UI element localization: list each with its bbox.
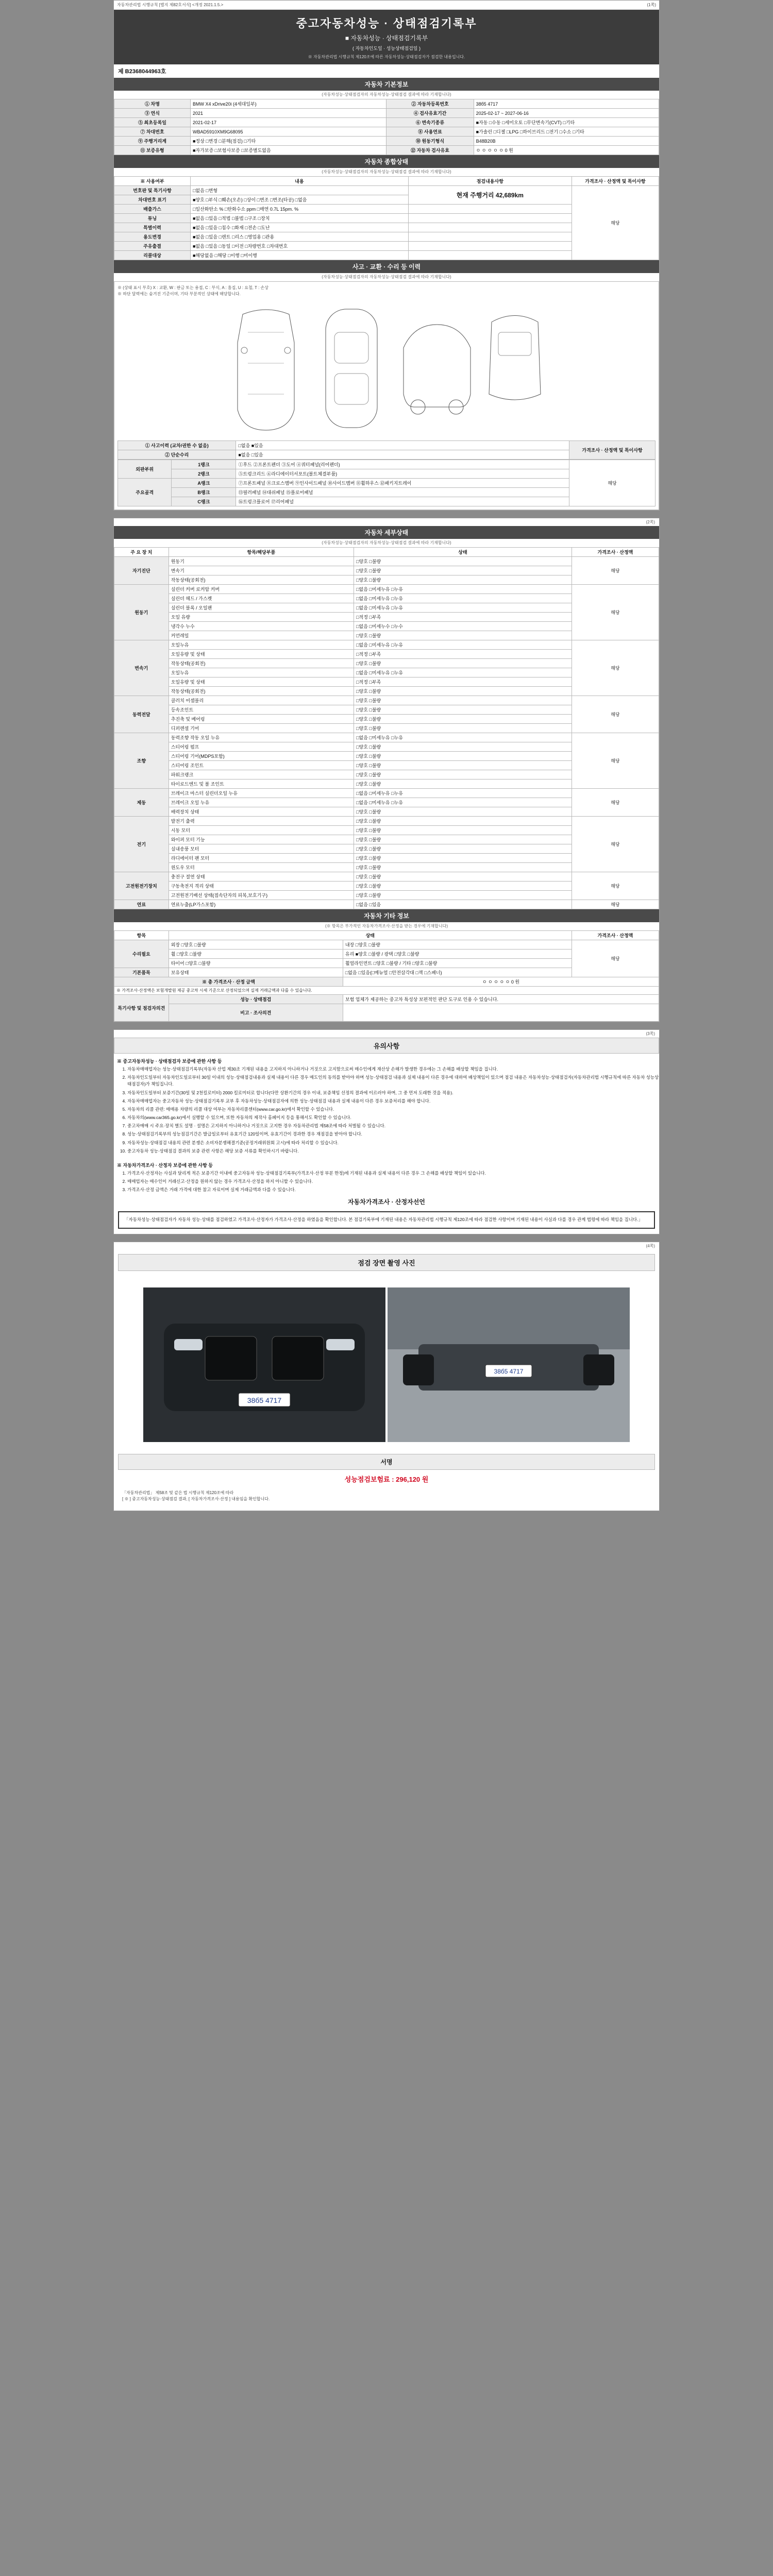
etc-state-1b: 유리 ■양호 □불량 / 광택 □양호 □불량 xyxy=(343,950,572,959)
etc-price: 해당 xyxy=(572,940,659,977)
detail-item-3-2: 추진축 및 베어링 xyxy=(169,715,354,724)
detail-state-2-2: □양호 □불량 xyxy=(354,659,572,668)
section-etc-note: (※ 항목은 부가적인 자동차가격조사·산정을 받는 경우에 기재합니다) xyxy=(325,924,448,928)
basic-value-6: ■자동 □수동 □세미오토 □무단변속기(CVT) □기타 xyxy=(474,118,659,127)
section-detail-title: 자동차 세부상태 xyxy=(114,526,659,539)
detail-item-4-0: 동력조향 작동 오일 누유 xyxy=(169,733,354,742)
detail-item-6-5: 윈도우 모터 xyxy=(169,863,354,872)
basic-value-11: ■자가보증 □보험사보증 □보증별도없음 xyxy=(190,146,386,155)
special-note-value: 보험 업체가 제공하는 중고차 특성상 보편적인 판단 도구로 인용 수 있습니다. xyxy=(343,995,659,1004)
parts-group-1: 주요골격 xyxy=(118,479,172,506)
detail-item-7-0: 충전구 절연 상태 xyxy=(169,872,354,882)
detail-group-4: 조향 xyxy=(114,733,169,789)
table-header-row xyxy=(114,177,659,186)
document-subtitle: ■ 자동차성능 · 상태점검기록부 xyxy=(345,35,428,42)
front-plate-text: 38б5 4717 xyxy=(247,1396,282,1404)
special-note-label: 특기사항 및 점검자의견 xyxy=(114,995,169,1022)
detail-col-4: 가격조사 · 산정액 xyxy=(572,548,659,557)
detail-state-4-0: □없음 □미세누유 □누유 xyxy=(354,733,572,742)
detail-price-7: 해당 xyxy=(572,872,659,900)
detail-group-8: 연료 xyxy=(114,900,169,909)
notice-sub-2: ※ 자동차가격조사 · 산정자 보증에 관한 사항 등 xyxy=(117,1162,213,1168)
document-legal-note: ※ 자동차관리법 시행규칙 제120조에 따른 자동차성능·상태점검자가 점검한 내용입니다. xyxy=(308,55,465,59)
overall-blank-5 xyxy=(408,232,572,242)
table-row xyxy=(114,99,659,109)
detail-item-2-5: 작동상태(공회전) xyxy=(169,687,354,696)
detail-item-0-2: 작동상태(공회전) xyxy=(169,575,354,585)
basic-value-10: B48B20B xyxy=(474,137,659,146)
detail-state-2-0: □없음 □미세누유 □누유 xyxy=(354,640,572,650)
document-subtitle-2: ( 자동차인도일 · 성능상태점검일 ) xyxy=(352,46,421,51)
detail-state-1-0: □없음 □미세누유 □누유 xyxy=(354,585,572,594)
parts-group-0: 외판부위 xyxy=(118,460,172,479)
detail-item-4-2: 스티어링 기어(MDPS포함) xyxy=(169,752,354,761)
table-row xyxy=(114,1004,659,1022)
detail-item-4-5: 타이로드엔드 및 볼 조인트 xyxy=(169,779,354,789)
basic-label-5: ⑤ 최초등록일 xyxy=(114,118,191,127)
basic-label-7: ⑦ 차대번호 xyxy=(114,127,191,137)
footer-line-2: [ ※ ] 중고자동차성능·상태점검 결과, [ 자동차가격조사·산정 ] 내용임을 확인합니다. xyxy=(122,1497,270,1501)
declaration-title: 자동차가격조사 · 산정자선언 xyxy=(348,1198,425,1206)
detail-item-7-2: 고전원전기배선 상태(접속단자의 피복,보호기구) xyxy=(169,891,354,900)
detail-state-5-0: □없음 □미세누유 □누유 xyxy=(354,789,572,798)
table-row xyxy=(114,127,659,137)
notice-section xyxy=(114,1038,659,1229)
detail-item-1-5: 커먼레일 xyxy=(169,631,354,640)
page-1 xyxy=(113,0,660,511)
detail-group-2: 변속기 xyxy=(114,640,169,696)
detail-state-2-1: □적정 □부족 xyxy=(354,650,572,659)
overall-col-3: 점검내용사항 xyxy=(408,177,572,186)
detail-col-3: 상태 xyxy=(354,548,572,557)
detail-item-6-2: 와이퍼 모터 기능 xyxy=(169,835,354,844)
table-row xyxy=(114,987,659,995)
basic-value-4: 2025-02-17 ~ 2027-06-16 xyxy=(474,109,659,118)
detail-item-2-3: 오일누유 xyxy=(169,668,354,677)
page4-number: (4쪽) xyxy=(646,1244,655,1248)
detail-group-5: 제동 xyxy=(114,789,169,817)
detail-item-0-1: 변속기 xyxy=(169,566,354,575)
section-accident-note: (자동차성능·상태점검자의 자동차성능·상태점검 결과에 따라 기재합니다) xyxy=(322,275,451,279)
total-price-value: ㅇ ㅇ ㅇ ㅇ ㅇ 0 원 xyxy=(343,977,659,987)
page1-number: (1쪽) xyxy=(647,3,656,7)
etc-col-1: 항목 xyxy=(114,931,169,940)
document-title: 중고자동차성능 · 상태점검기록부 xyxy=(296,17,477,30)
parts-text-0: ①후드 ②프론트펜더 ③도어 ④쿼터패널(리어펜더) xyxy=(236,460,569,469)
notice-1-item: 1. 자동차매매업자는 성능·상태점검기록부(자동차 산업 제30조 기재된 내용을 고지하지 아니하거나 거짓으로 고지함으로써 매수인에게 재산상 손해가 발생한 경우에는 그 손해를 배상할 책임을 집니다. xyxy=(127,1066,659,1073)
etc-col-2: 상태 xyxy=(169,931,572,940)
basic-value-7: WBAD5910XM9G68095 xyxy=(190,127,386,137)
document-title-block xyxy=(114,10,659,64)
table-header-row xyxy=(114,548,659,557)
overall-item-7: 리콜대상 xyxy=(114,251,191,260)
detail-group-0: 자기진단 xyxy=(114,557,169,585)
basic-label-4: ④ 검사유효기간 xyxy=(386,109,474,118)
detail-item-1-2: 실린더 블록 / 오일팬 xyxy=(169,603,354,613)
basic-label-3: ③ 연식 xyxy=(114,109,191,118)
etc-state-2a: 타이어 □양호 □불량 xyxy=(169,959,343,968)
table-row xyxy=(114,696,659,705)
detail-state-6-1: □양호 □불량 xyxy=(354,826,572,835)
total-price-note: ※ 가격조사·산정액은 보험개발원 제공 중고차 시세 기준으로 산정되었으며 실제 거래금액과 다를 수 있습니다. xyxy=(114,987,659,995)
notice-1-item: 10. 중고자동차 성능·상태점검 결과의 보증 관련 사항은 해당 보증 서류를 확인하시기 바랍니다. xyxy=(127,1148,659,1155)
etc-table xyxy=(114,930,659,1022)
detail-price-4: 해당 xyxy=(572,733,659,789)
fee-label: 성능점검보험료 : xyxy=(344,1476,394,1483)
section-overall-note: (자동차성능·상태점검자의 자동차성능·상태점검 결과에 따라 기재합니다) xyxy=(322,170,451,174)
parts-rank-0: 1랭크 xyxy=(172,460,236,469)
basic-value-3: 2021 xyxy=(190,109,386,118)
detail-price-2: 해당 xyxy=(572,640,659,696)
overall-state-7: ■해당없음 □해당 □이행 □미이행 xyxy=(190,251,408,260)
detail-item-5-2: 배력장치 상태 xyxy=(169,807,354,817)
detail-price-3: 해당 xyxy=(572,696,659,733)
page-3 xyxy=(113,1029,660,1234)
detail-item-7-1: 구동축전지 격리 상태 xyxy=(169,882,354,891)
overall-item-0: 번호판 및 특기사항 xyxy=(114,186,191,195)
etc-item-3: 기본품목 xyxy=(114,968,169,977)
declaration-box: 「자동차성능·상태점검자가 자동차 성능·상태를 점검하였고 가격조사·산정자가 가격조사·산정을 하였음을 확인합니다. 본 점검기록부에 기재된 내용은 자동차관리법 시행규칙 제120조에 따라 점검한 사항이며 기재된 내용이 사실과 다를 경우 관계 법령에 따라 책임을 집니다.」 xyxy=(118,1211,655,1229)
photos-title: 점검 장면 촬영 사진 xyxy=(118,1254,655,1271)
detail-state-7-2: □양호 □불량 xyxy=(354,891,572,900)
etc-item-0: 수리필요 xyxy=(114,940,169,968)
car-diagram-group xyxy=(117,297,656,437)
table-row xyxy=(114,817,659,826)
detail-col-1: 주 요 장 치 xyxy=(114,548,169,557)
accident-diagram-box xyxy=(114,281,659,510)
parts-text-3: ⑬필러패널 ⑭대쉬패널 ⑮플로어패널 xyxy=(236,488,569,497)
detail-item-6-3: 실내송풍 모터 xyxy=(169,844,354,854)
detail-item-5-0: 브레이크 마스터 실린더오일 누유 xyxy=(169,789,354,798)
accident-price-label: 가격조사 · 산정액 및 특이사항 xyxy=(569,441,656,460)
total-price-label: ※ 총 가격조사 · 산정 금액 xyxy=(114,977,343,987)
car-side-left-diagram xyxy=(227,301,305,435)
table-row xyxy=(114,733,659,742)
detail-item-0-0: 원동기 xyxy=(169,557,354,566)
detail-item-5-1: 브레이크 오일 누유 xyxy=(169,798,354,807)
overall-state-6: ■없음 □있음 □동일 □이전 □차량번호 □차대번호 xyxy=(190,242,408,251)
notice-list-2 xyxy=(114,1170,659,1194)
detail-state-1-4: □없음 □미세누수 □누수 xyxy=(354,622,572,631)
footer-note xyxy=(118,1488,655,1506)
form-legal-ref: 자동차관리법 시행규칙 [별지 제82호서식] <개정 2021.1.5.> xyxy=(117,3,224,7)
section-overall-title: 자동차 종합상태 xyxy=(114,155,659,168)
basic-label-10: ⑩ 원동기형식 xyxy=(386,137,474,146)
notice-1-item: 7. 중고차매매 시 주요·장치 별도 설명 · 설명은 고지하지 아니하거나 거짓으로 고지한 경우 자동차관리법 제58조에 따라 처벌될 수 있습니다. xyxy=(127,1123,659,1129)
detail-state-4-2: □양호 □불량 xyxy=(354,752,572,761)
simple-repair-label: ② 단순수리 xyxy=(118,450,236,460)
notice-sub-1: ※ 중고자동차성능 · 상태점검자 보증에 관한 사항 등 xyxy=(117,1059,222,1064)
detail-state-3-0: □양호 □불량 xyxy=(354,696,572,705)
notice-1-item: 8. 성능·상태점검기록부의 성능점검기간은 발급일로부터 유효기간 120일이며, 유효기간이 경과한 경우 재점검을 받아야 합니다. xyxy=(127,1131,659,1138)
etc-state-3b: □없음 □있음(□매뉴얼 □안전삼각대 □잭 □스패너) xyxy=(343,968,572,977)
detail-state-1-5: □양호 □불량 xyxy=(354,631,572,640)
detail-state-2-3: □없음 □미세누유 □누유 xyxy=(354,668,572,677)
overall-item-5: 용도변경 xyxy=(114,232,191,242)
detail-group-1: 원동기 xyxy=(114,585,169,640)
page-2 xyxy=(113,518,660,1022)
parts-text-4: ⑯트렁크플로어 ⑰리어패널 xyxy=(236,497,569,506)
detail-item-2-1: 오일유량 및 상태 xyxy=(169,650,354,659)
table-row xyxy=(114,109,659,118)
parts-text-2: ⑦프론트패널 ⑧크로스멤버 ⑨인사이드패널 ⑩사이드멤버 ⑪휠하우스 ⑫패키지트레이 xyxy=(236,479,569,488)
basic-label-1: ① 차명 xyxy=(114,99,191,109)
detail-state-7-0: □양호 □불량 xyxy=(354,872,572,882)
detail-state-3-3: □양호 □불량 xyxy=(354,724,572,733)
parts-rank-4: C랭크 xyxy=(172,497,236,506)
detail-item-4-1: 스티어링 펌프 xyxy=(169,742,354,752)
detail-state-6-4: □양호 □불량 xyxy=(354,854,572,863)
overall-state-5: ■없음 □있음 □렌트 □리스 □영업용 □관용 xyxy=(190,232,408,242)
accident-history-value: □없음 ■있음 xyxy=(236,441,569,450)
notice-2-item: 2. 매매업자는 매수인이 거래신고·산정을 원하지 않는 경우 가격조사·산정을 하지 아니할 수 있습니다. xyxy=(127,1178,659,1185)
notice-1-item: 4. 자동차매매업자는 중고자동차 성능·상태점검기록부 교부 후 자동차성능·상태점검자에 의한 성능·상태점검 내용과 실제 내용이 다른 경우 보증처리를 해야 합니다. xyxy=(127,1098,659,1105)
detail-state-5-2: □양호 □불량 xyxy=(354,807,572,817)
table-row xyxy=(114,977,659,987)
table-row xyxy=(118,460,656,469)
overall-item-2: 배출가스 xyxy=(114,205,191,214)
basic-label-11: ⑪ 보증유형 xyxy=(114,146,191,155)
detail-item-8-0: 연료누출(LP가스포함) xyxy=(169,900,354,909)
detail-item-6-0: 발전기 출력 xyxy=(169,817,354,826)
basic-label-8: ⑧ 사용연료 xyxy=(386,127,474,137)
detail-state-0-0: □양호 □불량 xyxy=(354,557,572,566)
detail-price-8: 해당 xyxy=(572,900,659,909)
overall-col-4: 가격조사 · 산정액 및 특이사항 xyxy=(572,177,659,186)
basic-label-12: ⑫ 자동차 검사유효 xyxy=(386,146,474,155)
notice-1-item: 2. 자동차인도일부터 자동차인도일로부터 30일 이내의 성능·상태점검내용과 실제 내용이 다른 경우 매도인의 동의를 받아야 하며 성능·상태점검 내용과 실제 내용이 다른 경우에 대하여 배상책임이 있으며 점검 내용은 자동차성능·상태점검자(자동차관리법 시행규칙에 따른 자동차 성능상태점검자)가 책임집니다. xyxy=(127,1074,659,1088)
overall-state-1: ■양호 □부식 □훼손(오손) □상이 □변조 □변조(타공) □없음 xyxy=(190,195,408,205)
table-header-row xyxy=(114,931,659,940)
detail-item-2-2: 작동상태(공회전) xyxy=(169,659,354,668)
car-side-right-diagram xyxy=(398,301,476,435)
inspection-fee xyxy=(118,1470,655,1488)
parts-rank-1: 2랭크 xyxy=(172,469,236,479)
detail-item-1-4: 냉각수 누수 xyxy=(169,622,354,631)
section-basic-title: 자동차 기본정보 xyxy=(114,78,659,91)
accident-history-table xyxy=(117,440,656,460)
detail-state-4-4: □양호 □불량 xyxy=(354,770,572,779)
etc-state-0a: 외장 □양호 □불량 xyxy=(169,940,343,950)
detail-item-1-0: 실린더 커버 로커암 커버 xyxy=(169,585,354,594)
table-row xyxy=(114,640,659,650)
table-row xyxy=(114,186,659,195)
table-row xyxy=(114,940,659,950)
detail-state-6-2: □양호 □불량 xyxy=(354,835,572,844)
overall-blank-3 xyxy=(408,214,572,223)
basic-label-2: ② 자동차등록번호 xyxy=(386,99,474,109)
detail-state-6-0: □양호 □불량 xyxy=(354,817,572,826)
car-top-diagram xyxy=(313,301,390,435)
overall-state-0: □없음 □변형 xyxy=(190,186,408,195)
detail-price-6: 해당 xyxy=(572,817,659,872)
notice-1-item: 3. 자동차인도일부터 보증기간(30일 및 2천킬로미터) 2000 킬로미터로 합니다(다만 상환기간의 경우 이내, 보증책임 선정의 결과에 이르러야 하며, 그 중 먼저 도래한 것을 적용). xyxy=(127,1090,659,1096)
detail-state-1-1: □없음 □미세누유 □누유 xyxy=(354,594,572,603)
detail-state-1-3: □적정 □부족 xyxy=(354,613,572,622)
simple-repair-value: ■없음 □있음 xyxy=(236,450,569,460)
section-detail-note: (자동차성능·상태점검자의 자동차성능·상태점검 결과에 따라 기재합니다) xyxy=(322,540,451,545)
overall-state-3: ■없음 □있음 □적법 □불법 □구조 □장치 xyxy=(190,214,408,223)
detail-item-6-1: 시동 모터 xyxy=(169,826,354,835)
notice-1-item: 9. 자동차성능·상태점검 내용의 관련 분쟁은 소비자분쟁해결기준(공정거래위원회 고시)에 따라 처리할 수 있습니다. xyxy=(127,1140,659,1146)
special-note-blank-value xyxy=(343,1004,659,1022)
detail-group-6: 전기 xyxy=(114,817,169,872)
notice-2-item: 3. 가격조사·산정 금액은 거래 가격에 대한 참고 자료이며 실제 거래금액과 다를 수 있습니다. xyxy=(127,1187,659,1193)
detail-state-0-2: □양호 □불량 xyxy=(354,575,572,585)
table-row xyxy=(118,441,656,450)
detail-item-2-0: 오일누유 xyxy=(169,640,354,650)
detail-state-7-1: □양호 □불량 xyxy=(354,882,572,891)
document-number: 제 B2368044963호 xyxy=(118,69,166,75)
vehicle-underbody-photo xyxy=(388,1287,630,1442)
overall-blank-7 xyxy=(408,251,572,260)
detail-state-5-1: □없음 □미세누유 □누유 xyxy=(354,798,572,807)
section-etc-title: 자동차 기타 정보 xyxy=(114,909,659,922)
rear-plate-text: 38б5 4717 xyxy=(494,1368,523,1375)
detail-price-5: 해당 xyxy=(572,789,659,817)
overall-blank-4 xyxy=(408,223,572,232)
notice-2-item: 1. 가격조사·산정자는 사실과 달리게 적은 보증기간 이내에 중고자동차 성능·상태점검기록부(가격조사·산정 부분 한정)에 기재된 내용과 실제 내용이 다른 경우 그 손해를 배상할 책임이 있습니다. xyxy=(127,1170,659,1177)
car-rear-diagram xyxy=(484,301,546,435)
parts-text-1: ⑤트렁크리드 ⑥라디에이터서포트(볼트체결부품) xyxy=(236,469,569,479)
accident-parts-table xyxy=(117,460,656,506)
overall-item-1: 차대번호 표기 xyxy=(114,195,191,205)
section-accident-title: 사고 · 교환 · 수리 등 이력 xyxy=(114,260,659,273)
etc-state-3a: 보유상태 xyxy=(169,968,343,977)
detail-state-table xyxy=(114,547,659,909)
page3-number: (3쪽) xyxy=(646,1031,655,1036)
basic-value-5: 2021-02-17 xyxy=(190,118,386,127)
accident-legend-1: ※ (상태 표시 부호) X : 교환, W : 판금 또는 용접, C : 부식, A : 흠집, U : 요철, T : 손상 xyxy=(117,285,268,290)
vehicle-front-photo xyxy=(143,1287,385,1442)
table-row xyxy=(114,557,659,566)
detail-state-8-0: □없음 □있음 xyxy=(354,900,572,909)
footer-line-1: 「자동차관리법」 제58조 및 같은 법 시행규칙 제120조에 따라 xyxy=(122,1490,234,1495)
detail-item-1-1: 실린더 헤드 / 가스켓 xyxy=(169,594,354,603)
detail-table-body xyxy=(114,557,659,909)
parts-rank-3: B랭크 xyxy=(172,488,236,497)
detail-state-2-4: □적정 □부족 xyxy=(354,677,572,687)
table-row xyxy=(114,900,659,909)
overall-item-3: 튜닝 xyxy=(114,214,191,223)
etc-state-1a: 휠 □양호 □불량 xyxy=(169,950,343,959)
basic-label-6: ⑥ 변속기종류 xyxy=(386,118,474,127)
section-basic-note: (자동차성능·상태점검자의 자동차성능·상태점검 결과에 따라 기재합니다) xyxy=(322,92,451,97)
overall-state-table xyxy=(114,176,659,260)
page2-number: (2쪽) xyxy=(646,520,655,524)
basic-value-1: BMW X4 xDrive20i (4세대일부) xyxy=(190,99,386,109)
photos-container xyxy=(118,1276,655,1449)
overall-col-1: ※ 사용여부 xyxy=(114,177,191,186)
table-row xyxy=(114,789,659,798)
detail-group-7: 고전원전기장치 xyxy=(114,872,169,900)
page-4 xyxy=(113,1242,660,1511)
detail-state-6-3: □양호 □불량 xyxy=(354,844,572,854)
notice-1-item: 6. 자동차의(www.car365.go.kr)에서 실행할 수 있으며, 또한 자동차의 제작사 홈페이지 등을 통해서도 확인할 수 있습니다. xyxy=(127,1114,659,1121)
detail-state-0-1: □양호 □불량 xyxy=(354,566,572,575)
overall-item-4: 특별이력 xyxy=(114,223,191,232)
etc-state-2b: 휠얼라인먼트 □양호 □불량 / 기타 □양호 □불량 xyxy=(343,959,572,968)
basic-label-9: ⑨ 주행거리계 xyxy=(114,137,191,146)
detail-state-3-2: □양호 □불량 xyxy=(354,715,572,724)
etc-col-3: 가격조사 · 산정액 xyxy=(572,931,659,940)
notice-1-item: 5. 자동차의 리콜 관련: 매매용 차량의 리콜 대상 여부는 자동차리콜센터(www.car.go.kr)에서 확인할 수 있습니다. xyxy=(127,1106,659,1113)
basic-info-table xyxy=(114,99,659,155)
parts-rank-2: A랭크 xyxy=(172,479,236,488)
overall-item-6: 주유출결 xyxy=(114,242,191,251)
detail-state-3-1: □양호 □불량 xyxy=(354,705,572,715)
notice-title: 유의사항 xyxy=(114,1038,659,1054)
detail-item-4-3: 스티어링 조인트 xyxy=(169,761,354,770)
special-note-blank-label: 비고 · 조사의견 xyxy=(169,1004,343,1022)
accident-legend-2: ※ 하단 달력에는 숨겨진 기준이며, 기타 부분적인 상태에 해당합니다. xyxy=(117,292,241,296)
table-row xyxy=(114,118,659,127)
page1-header xyxy=(114,1,659,10)
accident-history-label: ① 사고이력 (교차/권한 수 없음) xyxy=(118,441,236,450)
detail-state-1-2: □없음 □미세누유 □누유 xyxy=(354,603,572,613)
detail-item-4-4: 파워크랭크 xyxy=(169,770,354,779)
detail-state-4-3: □양호 □불량 xyxy=(354,761,572,770)
basic-value-12: ㅇ ㅇ ㅇ ㅇ ㅇ 0 원 xyxy=(474,146,659,155)
basic-value-9: ■정상 □변경 □분해(점검) □기타 xyxy=(190,137,386,146)
detail-col-2: 항목/해당부품 xyxy=(169,548,354,557)
detail-item-3-3: 디퍼렌셜 기어 xyxy=(169,724,354,733)
etc-state-0b: 내장 □양호 □불량 xyxy=(343,940,572,950)
detail-price-1: 해당 xyxy=(572,585,659,640)
overall-blank-2 xyxy=(408,205,572,214)
detail-group-3: 동력전달 xyxy=(114,696,169,733)
accident-price-value: 해당 xyxy=(569,460,656,506)
detail-state-2-5: □양호 □불량 xyxy=(354,687,572,696)
detail-item-1-3: 오일 유량 xyxy=(169,613,354,622)
detail-state-4-1: □양호 □불량 xyxy=(354,742,572,752)
fee-value: 296,120 원 xyxy=(396,1476,429,1483)
notice-list-1 xyxy=(114,1066,659,1155)
table-row xyxy=(114,872,659,882)
detail-item-2-4: 오일유량 및 상태 xyxy=(169,677,354,687)
detail-item-3-0: 클러치 어셈블리 xyxy=(169,696,354,705)
detail-state-4-5: □양호 □불량 xyxy=(354,779,572,789)
table-row xyxy=(114,995,659,1004)
overall-price-note: 해당 xyxy=(572,186,659,260)
basic-value-2: 38б5 4717 xyxy=(474,99,659,109)
table-row xyxy=(114,137,659,146)
signature-label: 서명 xyxy=(118,1454,655,1470)
overall-col-2: 내용 xyxy=(190,177,408,186)
odometer-value: 현재 주행거리 42,689km xyxy=(408,186,572,205)
detail-price-0: 해당 xyxy=(572,557,659,585)
overall-blank-6 xyxy=(408,242,572,251)
overall-state-2: □일산화탄소 % □탄화수소 ppm □매연 0.7L 15pm. % xyxy=(190,205,408,214)
detail-state-6-5: □양호 □불량 xyxy=(354,863,572,872)
detail-item-6-4: 라디에이터 팬 모터 xyxy=(169,854,354,863)
special-note-head: 성능 · 상태점검 xyxy=(169,995,343,1004)
basic-value-8: ■가솔린 □디젤 □LPG □하이브리드 □전기 □수소 □기타 xyxy=(474,127,659,137)
detail-item-3-1: 등속조인트 xyxy=(169,705,354,715)
overall-state-4: ■없음 □있음 □침수 □화재 □전손 □도난 xyxy=(190,223,408,232)
table-row xyxy=(114,585,659,594)
table-row xyxy=(114,146,659,155)
